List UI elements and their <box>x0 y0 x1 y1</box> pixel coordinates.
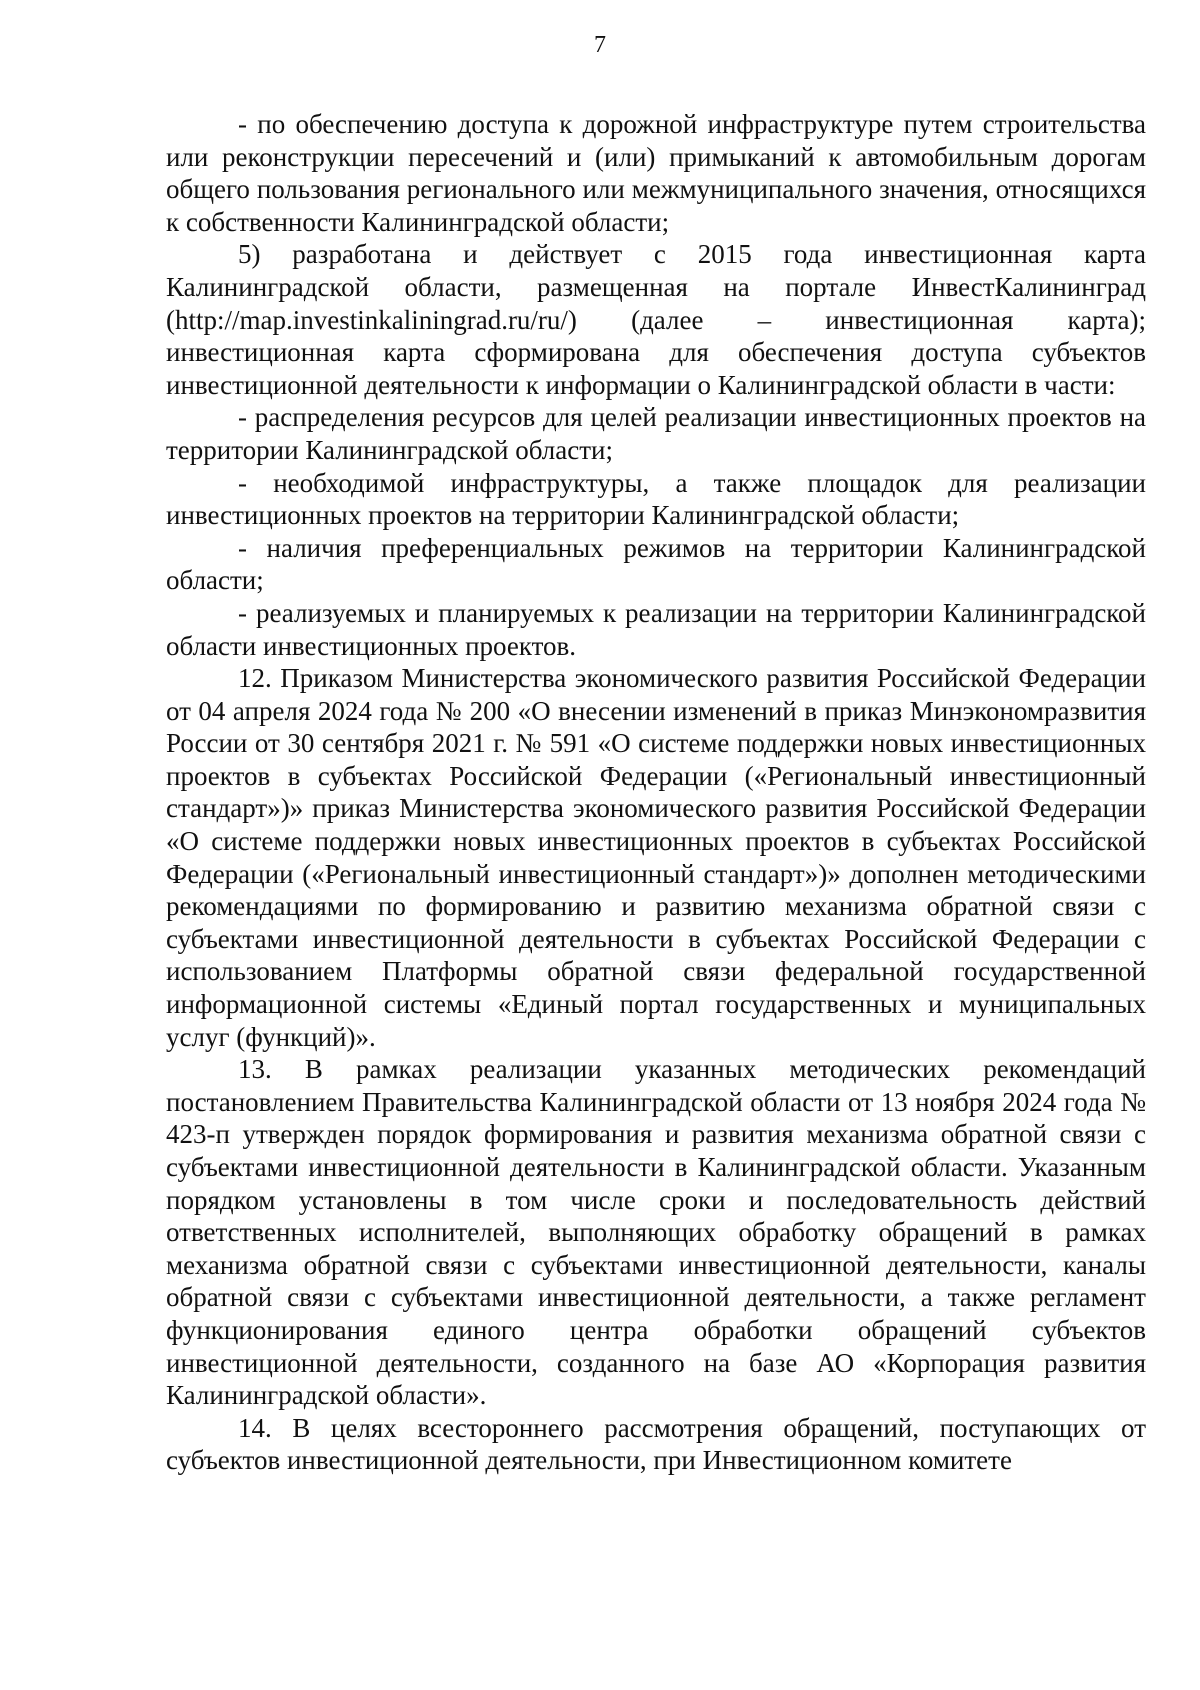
paragraph-infrastructure-sites: - необходимой инфраструктуры, а также площадок для реализации инвестиционных проектов на территории Калининградской области; <box>166 467 1146 531</box>
paragraph-preferential-regimes: - наличия преференциальных режимов на территории Калининградской области; <box>166 532 1146 596</box>
paragraph-road-infrastructure: - по обеспечению доступа к дорожной инфраструктуре путем строительства или реконструкции пересечений и (или) примыканий к автомобильным дорогам общего пользования регионального или межмуниципального значения, относящихся к собственности Калининградской области; <box>166 109 1146 237</box>
paragraph-item-13: 13. В рамках реализации указанных методических рекомендаций постановлением Правительства Калининградской области от 13 ноября 2024 года № 423-п утвержден порядок формирования и развития механизма обратной связи с субъектами инвестиционной деятельности в Калининградской области. Указанным порядком установлены в том числе сроки и последовательность действий ответственных исполнителей, выполняющих обработку обращений в рамках механизма обратной связи с субъектами инвестиционной деятельности, каналы обратной связи с субъектами инвестиционной деятельности, а также регламент функционирования единого центра обработки обращений субъектов инвестиционной деятельности, созданного на базе АО «Корпорация развития Калининградской области». <box>166 1054 1146 1411</box>
document-body <box>166 108 1146 1477</box>
page-number: 7 <box>594 32 606 58</box>
paragraph-item-12: 12. Приказом Министерства экономического развития Российской Федерации от 04 апреля 2024 года № 200 «О внесении изменений в приказ Минэкономразвития России от 30 сентября 2021 г. № 591 «О системе поддержки новых инвестиционных проектов в субъектах Российской Федерации («Региональный инвестиционный стандарт»)» приказ Министерства экономического развития Российской Федерации «О системе поддержки новых инвестиционных проектов в субъектах Российской Федерации («Региональный инвестиционный стандарт»)» дополнен методическими рекомендациями по формированию и развитию механизма обратной связи с субъектами инвестиционной деятельности в субъектах Российской Федерации с использованием Платформы обратной связи федеральной государственной информационной системы «Единый портал государственных и муниципальных услуг (функций)». <box>166 663 1146 1052</box>
paragraph-investment-projects: - реализуемых и планируемых к реализации на территории Калининградской области инвестиционных проектов. <box>166 597 1146 661</box>
paragraph-investment-map: 5) разработана и действует с 2015 года инвестиционная карта Калининградской области, размещенная на портале ИнвестКалининград (http://map.investinkaliningrad.ru/ru/) (далее – инвестиционная карта); инвестиционная карта сформирована для обеспечения доступа субъектов инвестиционной деятельности к информации о Калининградской области в части: <box>166 239 1146 400</box>
paragraph-item-14: 14. В целях всестороннего рассмотрения обращений, поступающих от субъектов инвестиционной деятельности, при Инвестиционном комитете <box>166 1412 1146 1476</box>
paragraph-resource-distribution: - распределения ресурсов для целей реализации инвестиционных проектов на территории Калининградской области; <box>166 402 1146 465</box>
